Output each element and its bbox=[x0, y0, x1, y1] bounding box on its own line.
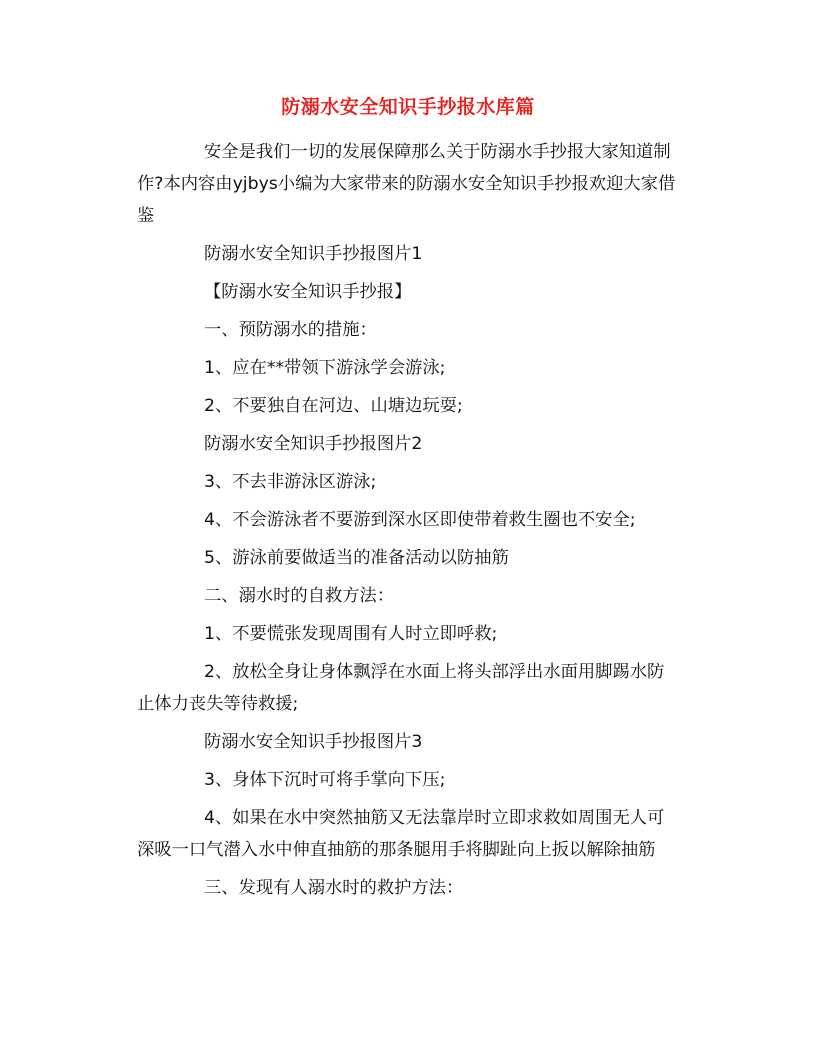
list-item: 2、放松全身让身体飘浮在水面上将头部浮出水面用脚踢水防止体力丧失等待救援; bbox=[137, 662, 665, 714]
section-heading-rescue: 三、发现有人溺水时的救护方法： bbox=[204, 878, 464, 898]
list-item: 2、不要独自在河边、山塘边玩耍; bbox=[204, 396, 463, 416]
document-title: 防溺水安全知识手抄报水库篇 bbox=[281, 96, 535, 118]
image-caption-1: 防溺水安全知识手抄报图片1 bbox=[204, 244, 423, 264]
list-item: 4、如果在水中突然抽筋又无法靠岸时立即求救如周围无人可深吸一口气潜入水中伸直抽筋的那条腿用手将脚趾向上扳以解除抽筋 bbox=[137, 808, 665, 860]
intro-paragraph: 安全是我们一切的发展保障那么关于防溺水手抄报大家知道制作?本内容由yjbys小编为大家带来的防溺水安全知识手抄报欢迎大家借鉴 bbox=[137, 142, 676, 226]
list-item: 1、不要慌张发现周围有人时立即呼救; bbox=[204, 624, 498, 644]
list-item: 5、游泳前要做适当的准备活动以防抽筋 bbox=[204, 548, 509, 568]
section-heading-main: 【防溺水安全知识手抄报】 bbox=[204, 282, 412, 302]
image-caption-3: 防溺水安全知识手抄报图片3 bbox=[204, 732, 423, 752]
section-heading-self-rescue: 二、溺水时的自救方法： bbox=[204, 586, 395, 606]
list-item: 1、应在**带领下游泳学会游泳; bbox=[204, 358, 446, 378]
list-item: 3、身体下沉时可将手掌向下压; bbox=[204, 770, 446, 790]
document-body bbox=[137, 136, 677, 910]
list-item: 3、不去非游泳区游泳; bbox=[204, 472, 377, 492]
section-heading-prevention: 一、预防溺水的措施： bbox=[204, 320, 377, 340]
list-item: 4、不会游泳者不要游到深水区即使带着救生圈也不安全; bbox=[204, 510, 636, 530]
image-caption-2: 防溺水安全知识手抄报图片2 bbox=[204, 434, 423, 454]
